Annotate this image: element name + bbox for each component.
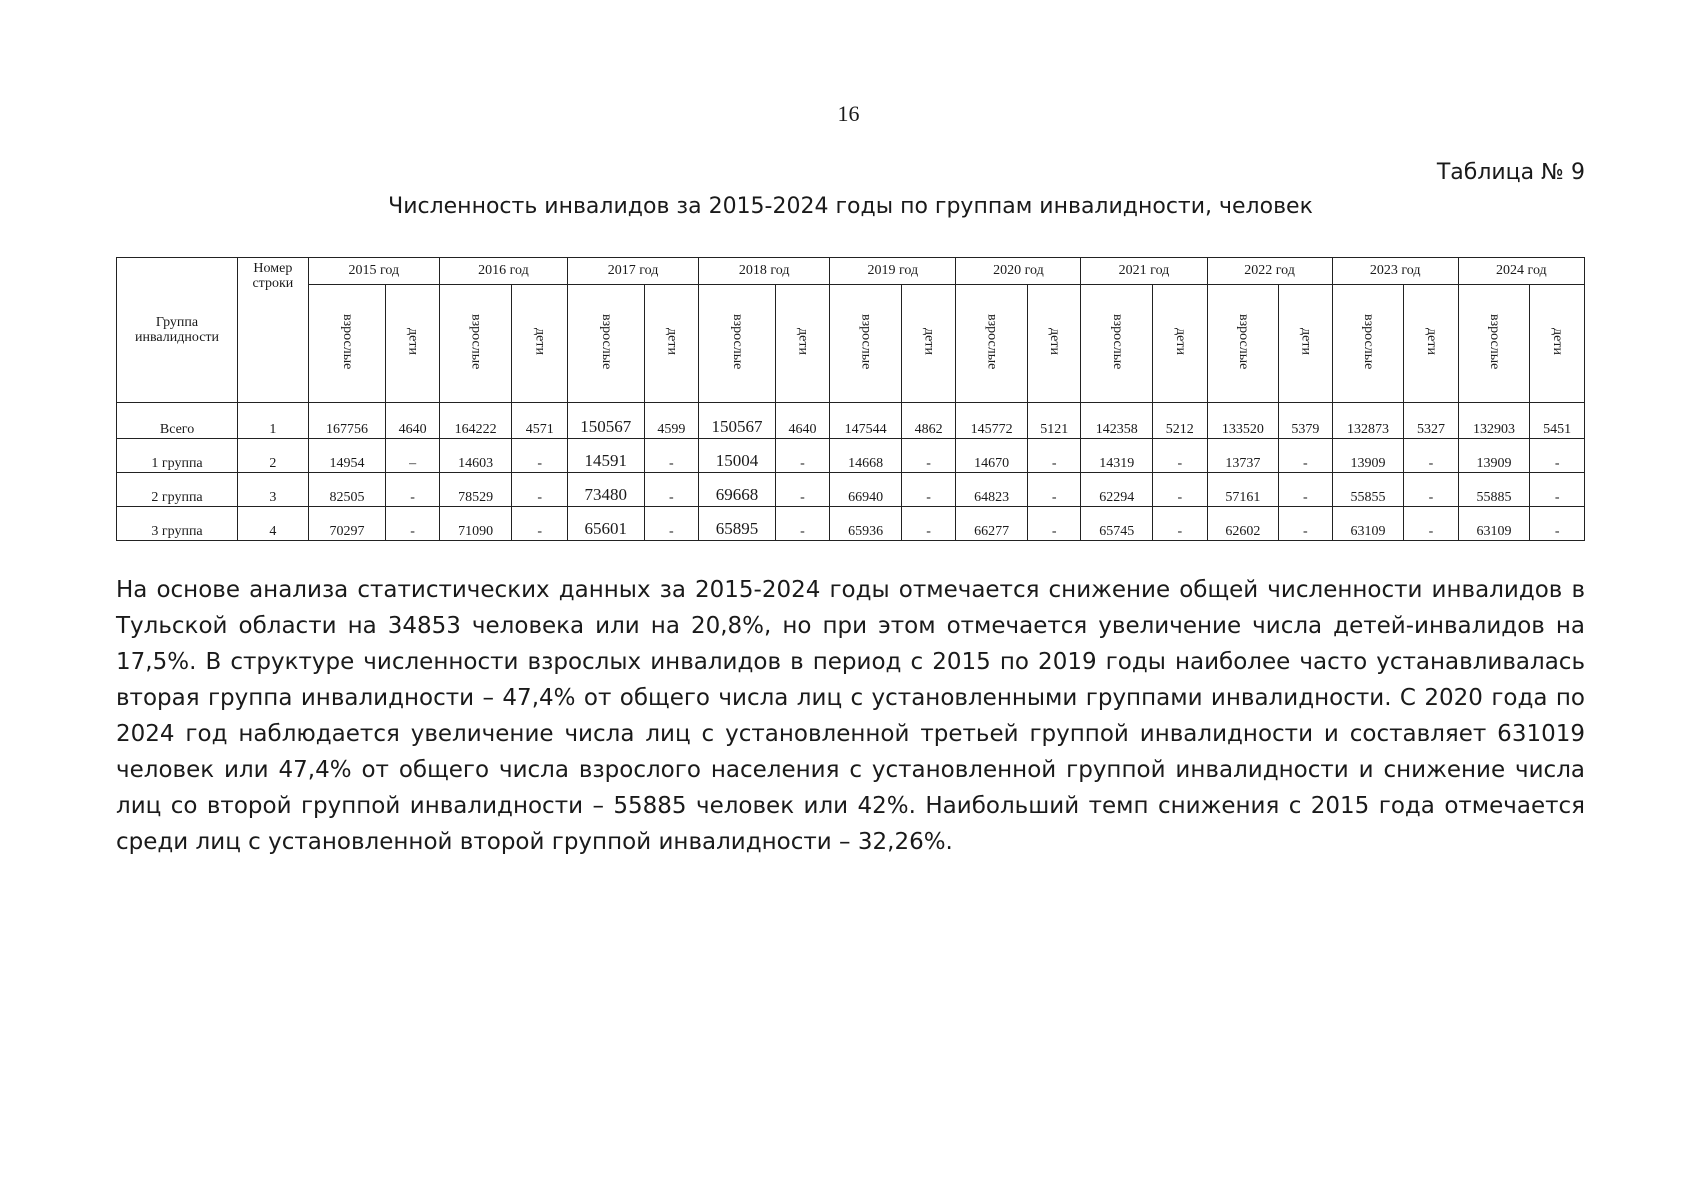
row-group-label: 2 группа xyxy=(117,473,238,507)
cell-children: - xyxy=(1404,473,1458,507)
cell-adults: 14319 xyxy=(1081,439,1153,473)
cell-adults: 65601 xyxy=(567,507,644,541)
header-adults xyxy=(1332,285,1404,403)
cell-adults: 63109 xyxy=(1332,507,1404,541)
table-row xyxy=(117,507,1585,541)
cell-children: - xyxy=(775,439,829,473)
header-sub-label: взрослые xyxy=(1487,313,1503,369)
cell-children: - xyxy=(901,507,955,541)
header-children xyxy=(1027,285,1080,403)
cell-children: - xyxy=(644,439,698,473)
cell-adults: 14670 xyxy=(956,439,1028,473)
table-title: Численность инвалидов за 2015-2024 годы по группам инвалидности, человек xyxy=(388,194,1313,219)
header-year: 2017 год xyxy=(567,258,698,285)
cell-children: - xyxy=(1153,473,1207,507)
header-children xyxy=(512,285,567,403)
cell-adults: 73480 xyxy=(567,473,644,507)
header-sub-label: дети xyxy=(1550,327,1566,355)
cell-children: - xyxy=(775,473,829,507)
header-sub-label: дети xyxy=(1298,327,1314,355)
header-sub-label: дети xyxy=(1172,327,1188,355)
cell-children: - xyxy=(644,507,698,541)
header-children xyxy=(644,285,698,403)
cell-adults: 62294 xyxy=(1081,473,1153,507)
row-number: 1 xyxy=(238,403,309,439)
header-adults xyxy=(1081,285,1153,403)
cell-children: – xyxy=(386,439,439,473)
cell-adults: 55855 xyxy=(1332,473,1404,507)
header-year: 2021 год xyxy=(1081,258,1207,285)
header-year: 2016 год xyxy=(439,258,567,285)
cell-children: - xyxy=(512,439,567,473)
header-sub-label: взрослые xyxy=(729,313,745,369)
page-number: 16 xyxy=(837,101,860,126)
table-label: Таблица № 9 xyxy=(1436,160,1585,185)
header-children xyxy=(1153,285,1207,403)
row-group-label: 3 группа xyxy=(117,507,238,541)
table-row xyxy=(117,473,1585,507)
cell-children: - xyxy=(1279,473,1332,507)
cell-adults: 66940 xyxy=(830,473,902,507)
cell-children: - xyxy=(386,473,439,507)
table-body xyxy=(117,403,1585,541)
header-year: 2015 год xyxy=(308,258,439,285)
cell-adults: 145772 xyxy=(956,403,1028,439)
header-sub-label: дети xyxy=(1047,327,1063,355)
row-number: 3 xyxy=(238,473,309,507)
header-sub-label: взрослые xyxy=(1109,313,1125,369)
cell-children: - xyxy=(1530,473,1585,507)
header-year: 2018 год xyxy=(699,258,830,285)
cell-adults: 13909 xyxy=(1458,439,1530,473)
cell-children: 4640 xyxy=(775,403,829,439)
cell-adults: 63109 xyxy=(1458,507,1530,541)
cell-adults: 69668 xyxy=(699,473,776,507)
row-number: 4 xyxy=(238,507,309,541)
cell-adults: 14954 xyxy=(308,439,386,473)
header-children xyxy=(775,285,829,403)
cell-adults: 15004 xyxy=(699,439,776,473)
cell-children: - xyxy=(1279,439,1332,473)
cell-children: - xyxy=(1404,507,1458,541)
cell-adults: 65895 xyxy=(699,507,776,541)
header-adults xyxy=(1458,285,1530,403)
cell-children: - xyxy=(1530,439,1585,473)
cell-adults: 133520 xyxy=(1207,403,1279,439)
cell-children: - xyxy=(644,473,698,507)
header-sub-label: дети xyxy=(921,327,937,355)
cell-children: - xyxy=(1279,507,1332,541)
cell-children: 5451 xyxy=(1530,403,1585,439)
header-adults xyxy=(308,285,386,403)
cell-adults: 82505 xyxy=(308,473,386,507)
cell-children: 4640 xyxy=(386,403,439,439)
cell-adults: 150567 xyxy=(699,403,776,439)
cell-children: - xyxy=(901,473,955,507)
header-year: 2023 год xyxy=(1332,258,1458,285)
cell-children: - xyxy=(901,439,955,473)
row-number: 2 xyxy=(238,439,309,473)
header-year: 2019 год xyxy=(830,258,956,285)
header-year: 2024 год xyxy=(1458,258,1584,285)
cell-children: - xyxy=(1404,439,1458,473)
row-group-label: Всего xyxy=(117,403,238,439)
header-sub-label: дети xyxy=(664,327,680,355)
cell-children: - xyxy=(1027,439,1080,473)
cell-adults: 14591 xyxy=(567,439,644,473)
disability-table xyxy=(116,257,1585,541)
header-sub-label: дети xyxy=(795,327,811,355)
cell-children: - xyxy=(386,507,439,541)
cell-children: - xyxy=(1530,507,1585,541)
header-sub-label: взрослые xyxy=(598,313,614,369)
header-group: Группа инвалидности xyxy=(117,258,238,403)
cell-adults: 167756 xyxy=(308,403,386,439)
cell-children: 4571 xyxy=(512,403,567,439)
header-children xyxy=(901,285,955,403)
header-sub-label: взрослые xyxy=(1235,313,1251,369)
header-sub-label: взрослые xyxy=(1360,313,1376,369)
cell-adults: 14668 xyxy=(830,439,902,473)
cell-children: - xyxy=(1027,507,1080,541)
header-year: 2020 год xyxy=(956,258,1081,285)
cell-children: 5121 xyxy=(1027,403,1080,439)
header-sub-label: взрослые xyxy=(984,313,1000,369)
cell-children: 5327 xyxy=(1404,403,1458,439)
header-sub-label: взрослые xyxy=(858,313,874,369)
header-children xyxy=(1404,285,1458,403)
cell-adults: 132873 xyxy=(1332,403,1404,439)
cell-children: - xyxy=(1153,439,1207,473)
cell-children: 5379 xyxy=(1279,403,1332,439)
cell-adults: 132903 xyxy=(1458,403,1530,439)
body-paragraph: На основе анализа статистических данных за 2015-2024 годы отмечается снижение общей численности инвалидов в Тульской области на 34853 человека или на 20,8%, но при этом отмечается увеличение числа детей-инвалидов на 17,5%. В структуре численности взрослых инвалидов в период с 2015 по 2019 годы наиболее часто устанавливалась вторая группа инвалидности – 47,4% от общего числа лиц с установленными группами инвалидности. С 2020 года по 2024 год наблюдается увеличение числа лиц с установленной третьей группой инвалидности и составляет 631019 человек или 47,4% от общего числа взрослого населения с установленной группой инвалидности и снижение числа лиц со второй группой инвалидности – 55885 человек или 42%. Наибольший темп снижения с 2015 года отмечается среди лиц с установленной второй группой инвалидности – 32,26%. xyxy=(116,577,1585,855)
cell-children: 4862 xyxy=(901,403,955,439)
header-children xyxy=(386,285,439,403)
header-adults xyxy=(439,285,512,403)
header-adults xyxy=(956,285,1028,403)
cell-adults: 62602 xyxy=(1207,507,1279,541)
cell-adults: 70297 xyxy=(308,507,386,541)
table-header xyxy=(117,258,1585,403)
cell-adults: 150567 xyxy=(567,403,644,439)
header-children xyxy=(1530,285,1585,403)
header-sub-label: дети xyxy=(1423,327,1439,355)
cell-adults: 78529 xyxy=(439,473,512,507)
cell-adults: 71090 xyxy=(439,507,512,541)
header-row-number: Номер строки xyxy=(238,258,309,403)
cell-children: 5212 xyxy=(1153,403,1207,439)
cell-adults: 65745 xyxy=(1081,507,1153,541)
header-adults xyxy=(1207,285,1279,403)
cell-children: - xyxy=(512,507,567,541)
cell-adults: 57161 xyxy=(1207,473,1279,507)
header-sub-label: взрослые xyxy=(340,313,356,369)
header-year: 2022 год xyxy=(1207,258,1332,285)
cell-children: - xyxy=(512,473,567,507)
cell-adults: 14603 xyxy=(439,439,512,473)
cell-children: - xyxy=(775,507,829,541)
header-adults xyxy=(830,285,902,403)
cell-adults: 13737 xyxy=(1207,439,1279,473)
cell-adults: 147544 xyxy=(830,403,902,439)
header-children xyxy=(1279,285,1332,403)
cell-children: - xyxy=(1027,473,1080,507)
cell-adults: 142358 xyxy=(1081,403,1153,439)
cell-adults: 66277 xyxy=(956,507,1028,541)
header-sub-label: дети xyxy=(405,327,421,355)
cell-adults: 164222 xyxy=(439,403,512,439)
cell-adults: 55885 xyxy=(1458,473,1530,507)
cell-adults: 64823 xyxy=(956,473,1028,507)
table-row xyxy=(117,439,1585,473)
cell-children: - xyxy=(1153,507,1207,541)
cell-adults: 13909 xyxy=(1332,439,1404,473)
table-row xyxy=(117,403,1585,439)
header-adults xyxy=(567,285,644,403)
cell-children: 4599 xyxy=(644,403,698,439)
row-group-label: 1 группа xyxy=(117,439,238,473)
subheader-row xyxy=(117,285,1585,403)
header-sub-label: дети xyxy=(532,327,548,355)
header-sub-label: взрослые xyxy=(468,313,484,369)
cell-adults: 65936 xyxy=(830,507,902,541)
header-adults xyxy=(699,285,776,403)
